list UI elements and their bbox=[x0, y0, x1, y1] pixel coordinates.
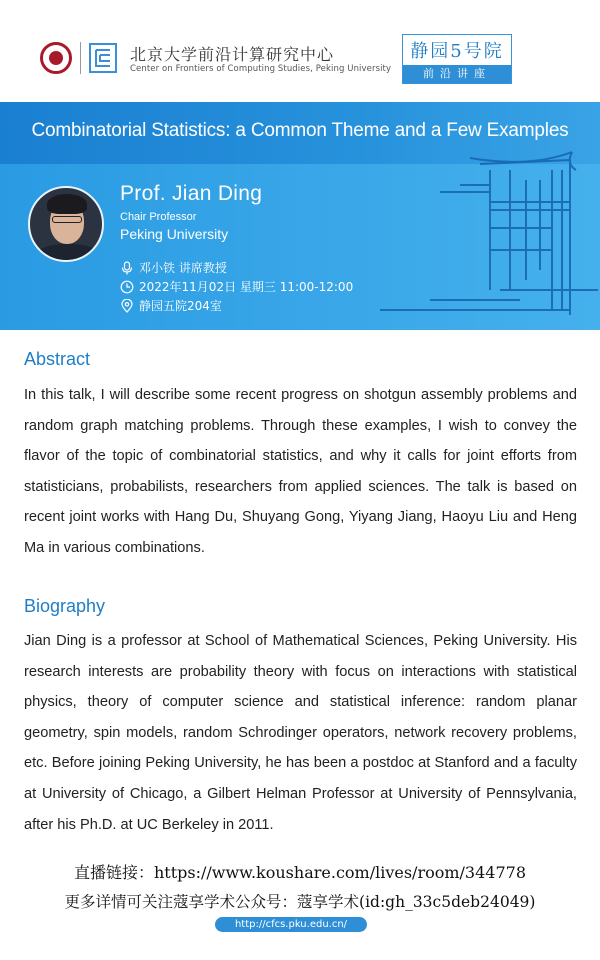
host-row bbox=[120, 259, 227, 276]
brand-badge bbox=[402, 34, 512, 84]
follow-info: 更多详情可关注蔻享学术公众号：蔻享学术(id:gh_33c5deb24049) bbox=[64, 893, 536, 911]
pku-seal-logo bbox=[40, 42, 72, 74]
biography-text: Jian Ding is a professor at School of Mathematical Sciences, Peking University. His research interests are probability theory with focus on interactions with statistical physics, theory of computer science and statistical inference: random planar geometry, spin models, random Schrodinger operators, network recovery problems, etc. Before joining Peking University, he has been a postdoc at Stanford and a faculty at University of Chicago, a Gilbert Helman Professor at University of Pennsylvania, after his Ph.D. at UC Berkeley in 2011. bbox=[24, 633, 577, 833]
speaker-avatar bbox=[28, 186, 104, 262]
speaker-role: Chair Professor bbox=[120, 211, 197, 223]
location-pin-icon bbox=[120, 299, 134, 313]
host-text: 邓小铁 讲席教授 bbox=[139, 261, 227, 275]
datetime-text: 2022年11月02日 星期三 11:00-12:00 bbox=[139, 280, 354, 294]
live-stream-link[interactable]: 直播链接：https://www.koushare.com/lives/room/344778 bbox=[73, 863, 526, 882]
pavilion-illustration-icon bbox=[340, 140, 600, 330]
org-name-en: Center on Frontiers of Computing Studies, Peking University bbox=[130, 64, 392, 74]
org-name-cn: 北京大学前沿计算研究中心 bbox=[130, 45, 335, 64]
brand-subtitle: 前沿讲座 bbox=[403, 65, 511, 83]
talk-title: Combinatorial Statistics: a Common Theme and a Few Examples bbox=[31, 120, 569, 141]
abstract-heading: Abstract bbox=[24, 349, 91, 369]
location-row bbox=[120, 297, 222, 314]
speaker-organization: Peking University bbox=[120, 226, 229, 242]
location-text: 静园五院204室 bbox=[139, 299, 222, 313]
abstract-text: In this talk, I will describe some recent progress on shotgun assembly problems and random graph matching problems. Through these examples, I wish to convey the flavor of the topic of combinatorial statistics, and why it calls for joint efforts from statisticians, probabilists, researchers from applied sciences. The talk is based on recent joint works with Hang Du, Shuyang Gong, Yiyang Jiang, Haoyu Liu and Heng Ma in various combinations. bbox=[24, 387, 577, 556]
microphone-icon bbox=[120, 261, 134, 275]
speaker-name: Prof. Jian Ding bbox=[120, 182, 263, 205]
datetime-row bbox=[120, 278, 353, 295]
header bbox=[0, 0, 600, 100]
website-link[interactable]: http://cfcs.pku.edu.cn/ bbox=[215, 917, 367, 932]
header-divider bbox=[80, 42, 81, 74]
biography-heading: Biography bbox=[24, 596, 106, 616]
clock-icon bbox=[120, 280, 134, 294]
cfcs-logo bbox=[88, 42, 118, 74]
brand-title: 静园5号院 bbox=[410, 41, 504, 62]
